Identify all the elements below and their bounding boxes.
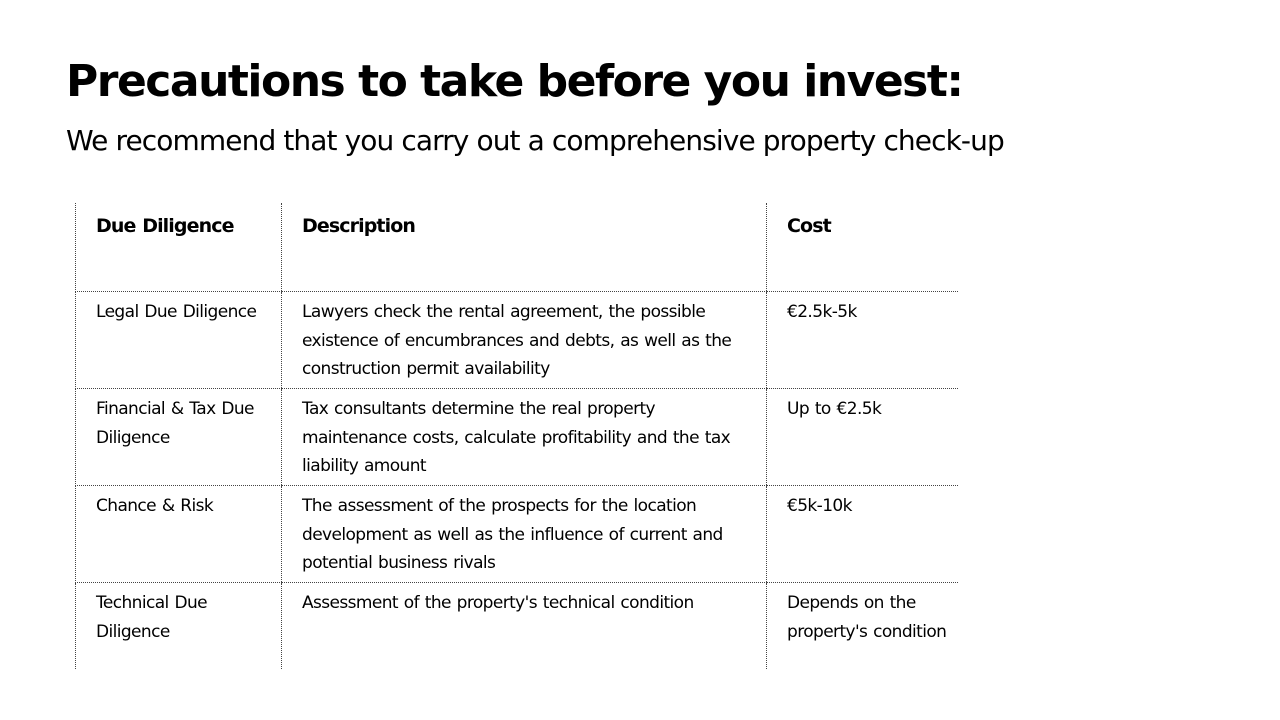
header-due-diligence: Due Diligence: [76, 203, 282, 292]
table-row: [76, 486, 958, 583]
table-row: [76, 583, 958, 670]
header-cost: Cost: [767, 203, 958, 292]
row-name: Legal Due Diligence: [76, 292, 282, 389]
row-name: Financial & Tax Due Diligence: [76, 389, 282, 486]
table-header-row: [76, 203, 958, 292]
row-description: Tax consultants determine the real property maintenance costs, calculate profitability and the tax liability amount: [282, 389, 767, 486]
row-cost: €2.5k-5k: [767, 292, 958, 389]
row-cost: €5k-10k: [767, 486, 958, 583]
slide-subtitle: We recommend that you carry out a comprehensive property check-up: [66, 124, 1004, 157]
row-cost: Depends on the property's condition: [767, 583, 958, 670]
slide-title: Precautions to take before you invest:: [66, 56, 963, 107]
header-description: Description: [282, 203, 767, 292]
row-description: Assessment of the property's technical condition: [282, 583, 767, 670]
row-description: Lawyers check the rental agreement, the possible existence of encumbrances and debts, as well as the construction permit availability: [282, 292, 767, 389]
table-row: [76, 292, 958, 389]
due-diligence-table: [75, 203, 958, 669]
row-name: Technical Due Diligence: [76, 583, 282, 670]
row-cost: Up to €2.5k: [767, 389, 958, 486]
row-name: Chance & Risk: [76, 486, 282, 583]
table-row: [76, 389, 958, 486]
row-description: The assessment of the prospects for the location development as well as the influence of current and potential business rivals: [282, 486, 767, 583]
